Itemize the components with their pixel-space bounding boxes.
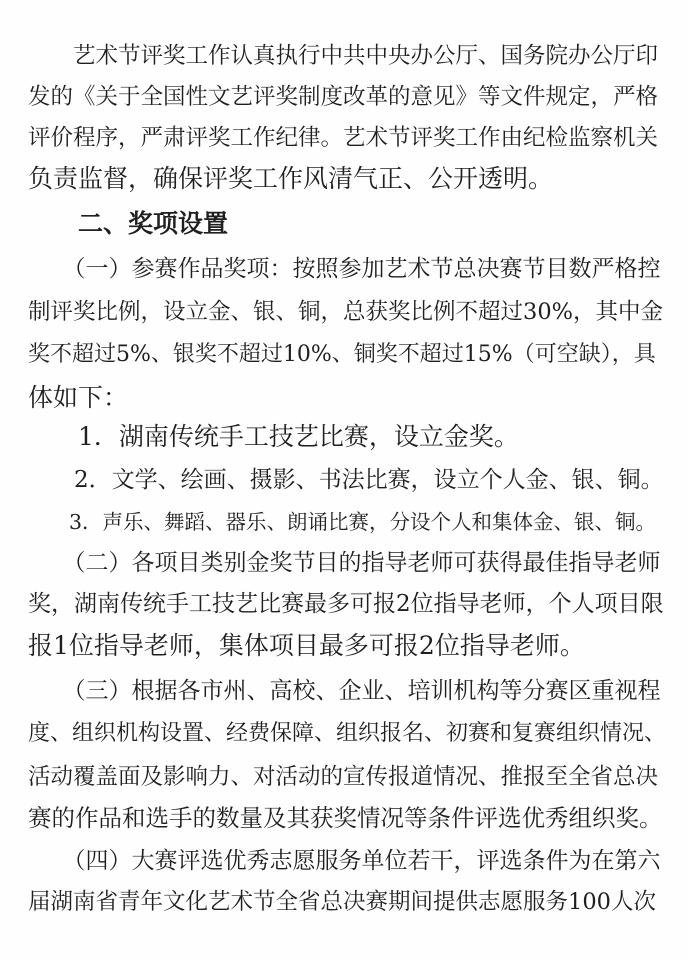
list-item-2: 2．文学、绘画、摄影、书法比赛，设立个人金、银、铜。 bbox=[28, 467, 664, 493]
paragraph-line-15: 报1位指导老师，集体项目最多可报2位指导老师。 bbox=[28, 631, 585, 660]
paragraph-line-6: （一）参赛作品奖项：按照参加艺术节总决赛节目数严格控 bbox=[28, 256, 661, 282]
list-item-3: 3．声乐、舞蹈、器乐、朗诵比赛，分设个人和集体金、银、铜。 bbox=[28, 510, 657, 534]
paragraph-line-21: 届湖南省青年文化艺术节全省总决赛期间提供志愿服务100人次 bbox=[28, 889, 656, 915]
paragraph-line-17: 度、组织机构设置、经费保障、组织报名、初赛和复赛组织情况、 bbox=[28, 721, 667, 746]
paragraph-line-7: 制评奖比例，设立金、银、铜，总获奖比例不超过30%，其中金 bbox=[28, 299, 664, 325]
paragraph-line-2: 发的《关于全国性文艺评奖制度改革的意见》等文件规定，严格 bbox=[28, 84, 659, 110]
paragraph-line-3: 评价程序，严肃评奖工作纪律。艺术节评奖工作由纪检监察机关 bbox=[28, 125, 659, 151]
paragraph-line-4: 负责监督，确保评奖工作风清气正、公开透明。 bbox=[28, 164, 554, 193]
paragraph-line-13: （二）各项目类别金奖节目的指导老师可获得最佳指导老师 bbox=[28, 550, 661, 576]
paragraph-line-8: 奖不超过5%、银奖不超过10%、铜奖不超过15%（可空缺），具 bbox=[28, 342, 656, 367]
list-item-1: 1．湖南传统手工技艺比赛，设立金奖。 bbox=[28, 422, 519, 451]
paragraph-line-14: 奖，湖南传统手工技艺比赛最多可报2位指导老师，个人项目限 bbox=[28, 591, 664, 617]
paragraph-line-20: （四）大赛评选优秀志愿服务单位若干，评选条件为在第六 bbox=[28, 848, 661, 874]
paragraph-line-16: （三）根据各市州、高校、企业、培训机构等分赛区重视程 bbox=[28, 678, 661, 704]
section-heading: 二、奖项设置 bbox=[28, 209, 229, 238]
paragraph-line-18: 活动覆盖面及影响力、对活动的宣传报道情况、推报至全省总决 bbox=[28, 764, 659, 790]
paragraph-line-1: 艺术节评奖工作认真执行中共中央办公厅、国务院办公厅印 bbox=[28, 43, 659, 69]
paragraph-line-9: 体如下： bbox=[28, 383, 129, 412]
paragraph-line-19: 赛的作品和选手的数量及其获奖情况等条件评选优秀组织奖。 bbox=[28, 804, 663, 832]
